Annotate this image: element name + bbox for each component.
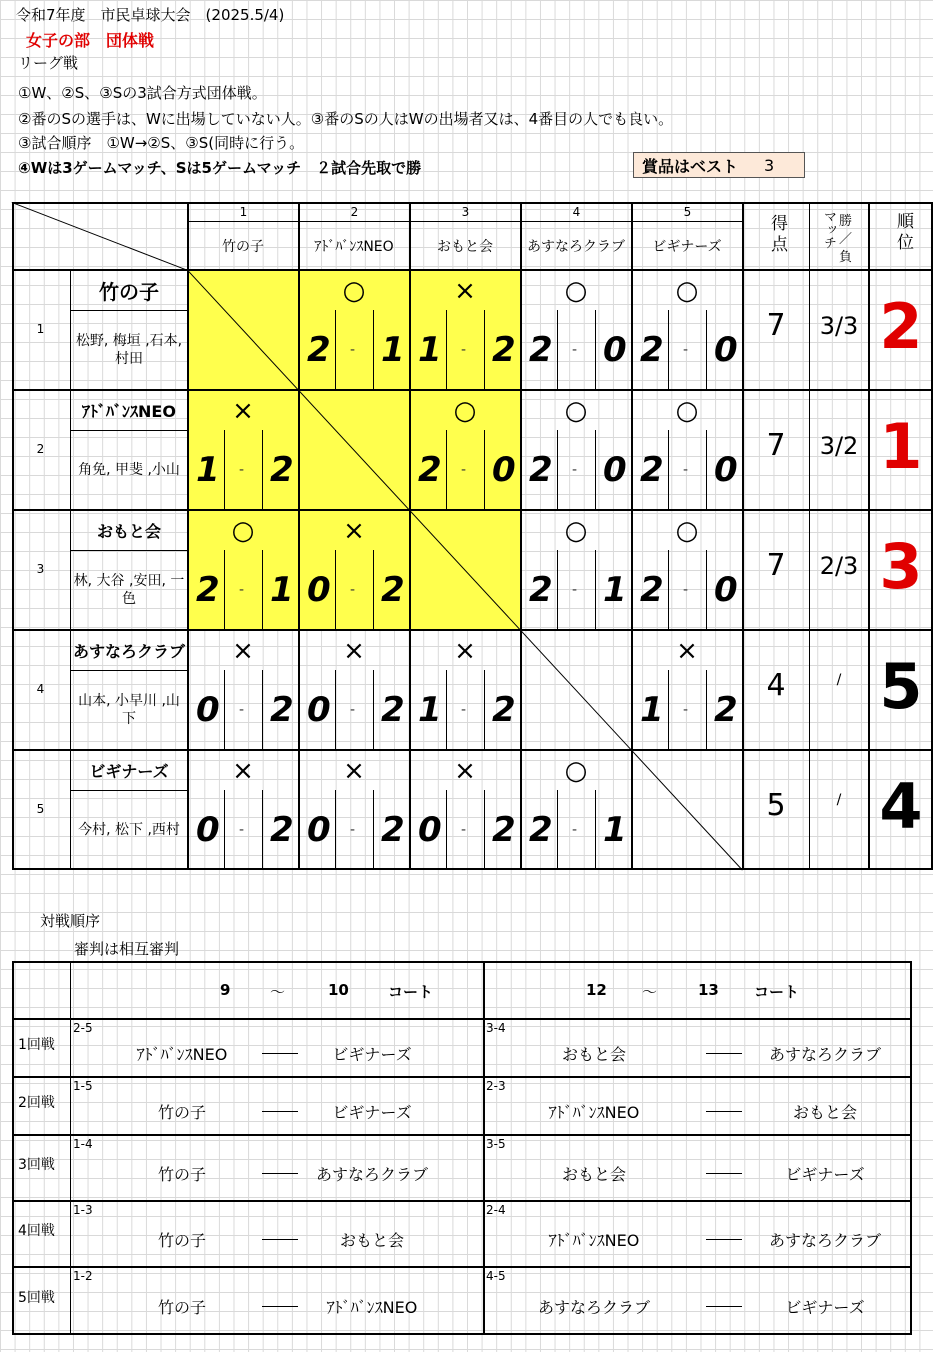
sched-row-line: [12, 1266, 912, 1268]
round-left-team-b: ビギナーズ: [332, 1045, 412, 1064]
score-left: 0: [196, 810, 220, 850]
result-mark: ○: [675, 276, 699, 306]
round-right-team-a: おもと会: [561, 1165, 626, 1184]
score-dash: -: [350, 342, 356, 358]
round-left-team-a: ｱﾄﾞﾊﾞﾝｽNEO: [136, 1045, 228, 1064]
result-mark: ×: [454, 276, 476, 306]
round-label: 5回戦: [18, 1290, 55, 1306]
score-divider: [706, 550, 707, 630]
score-divider: [335, 790, 336, 870]
score-left: 1: [640, 690, 664, 730]
team-members: 今村, 松下 ,西村: [78, 822, 180, 838]
round-right-team-a: ｱﾄﾞﾊﾞﾝｽNEO: [548, 1103, 640, 1122]
col-number-line: [188, 221, 743, 222]
score-divider: [373, 550, 374, 630]
round-left-code: 1-4: [73, 1137, 93, 1151]
wl-value: 3/3: [819, 312, 859, 340]
score-dash: -: [683, 462, 689, 478]
score-divider: [706, 430, 707, 510]
sched-row-line: [12, 1076, 912, 1078]
wl-header-top: 勝: [839, 214, 853, 229]
score-divider: [262, 790, 263, 870]
col-number: 5: [683, 205, 692, 219]
round-left-code: 1-3: [73, 1203, 93, 1217]
score-divider: [557, 550, 558, 630]
points-value: 7: [766, 548, 786, 583]
result-mark: ○: [564, 756, 588, 786]
row-index: 2: [36, 442, 45, 456]
score-dash: -: [350, 702, 356, 718]
score-dash: -: [683, 582, 689, 598]
team-name: ｱﾄﾞﾊﾞﾝｽNEO: [82, 401, 176, 421]
round-right-code: 4-5: [486, 1269, 506, 1283]
score-divider: [262, 670, 263, 750]
team-members: 林, 大谷 ,安田, 一色: [73, 573, 185, 607]
rule-3: ③試合順序 ①W→②S、③S(同時に行う。: [18, 134, 305, 152]
rule-4: ④Wは3ゲームマッチ、Sは5ゲームマッチ ２試合先取で勝: [18, 159, 422, 177]
result-mark: ×: [343, 516, 365, 546]
score-divider: [484, 310, 485, 390]
court-left-label: コート: [388, 983, 434, 1001]
points-value: 5: [766, 788, 786, 823]
score-divider: [446, 310, 447, 390]
round-right-team-a: ｱﾄﾞﾊﾞﾝｽNEO: [548, 1231, 640, 1250]
score-divider: [595, 310, 596, 390]
wl-header-match: マッチ: [821, 210, 836, 249]
round-right-team-b: ビギナーズ: [785, 1298, 865, 1317]
round-left-code: 1-2: [73, 1269, 93, 1283]
score-left: 0: [418, 810, 442, 850]
score-left: 0: [307, 690, 331, 730]
score-left: 1: [418, 690, 442, 730]
score-divider: [224, 550, 225, 630]
round-right-team-b: ビギナーズ: [785, 1165, 865, 1184]
wl-header-slash: ／: [839, 232, 853, 247]
score-dash: -: [461, 702, 467, 718]
court-left-tilde: ～: [270, 983, 286, 1001]
score-divider: [668, 310, 669, 390]
score-divider: [373, 790, 374, 870]
round-left-code: 1-5: [73, 1079, 93, 1093]
rank-header: 順位: [893, 212, 913, 254]
court-right-from: 12: [586, 981, 607, 999]
col-number: 4: [572, 205, 581, 219]
col-number: 1: [239, 205, 248, 219]
score-divider: [557, 790, 558, 870]
score-divider: [373, 670, 374, 750]
court-right-label: コート: [754, 983, 800, 1001]
col-name: おもと会: [437, 239, 493, 255]
points-value: 4: [766, 668, 786, 703]
score-divider: [668, 430, 669, 510]
page-title: 令和7年度 市民卓球大会 (2025.5/4): [16, 6, 285, 24]
sched-row-line: [12, 1018, 912, 1020]
round-right-code: 3-5: [486, 1137, 506, 1151]
score-right: 1: [381, 330, 405, 370]
score-divider: [595, 430, 596, 510]
score-divider: [484, 430, 485, 510]
score-left: 2: [307, 330, 331, 370]
schedule-table: [12, 961, 912, 1335]
score-right: 0: [603, 330, 627, 370]
court-left-to: 10: [328, 981, 349, 999]
team-members: 山本, 小早川 ,山下: [78, 693, 180, 727]
score-right: 2: [381, 690, 405, 730]
corner-diagonal: [12, 202, 188, 271]
score-right: 2: [492, 690, 516, 730]
score-left: 2: [196, 570, 220, 610]
score-dash: -: [350, 822, 356, 838]
score-divider: [262, 430, 263, 510]
score-left: 2: [640, 570, 664, 610]
score-divider: [595, 790, 596, 870]
score-right: 1: [270, 570, 294, 610]
result-mark: ○: [564, 396, 588, 426]
score-divider: [335, 670, 336, 750]
schedule-title: 対戦順序: [40, 912, 101, 930]
sched-border-top: [12, 961, 912, 963]
score-left: 2: [529, 570, 553, 610]
score-dash: -: [239, 462, 245, 478]
score-dash: -: [572, 582, 578, 598]
col-number: 2: [350, 205, 359, 219]
score-divider: [557, 310, 558, 390]
team-name: ビギナーズ: [89, 761, 169, 781]
score-left: 1: [196, 450, 220, 490]
league-table: [12, 202, 933, 870]
round-left-team-b: おもと会: [339, 1231, 404, 1250]
result-mark: ○: [564, 276, 588, 306]
score-divider: [706, 310, 707, 390]
round-right-team-b: あすなろクラブ: [768, 1231, 881, 1250]
grid-border-left: [12, 202, 14, 870]
col-number: 3: [461, 205, 470, 219]
round-left-team-a: 竹の子: [157, 1165, 206, 1184]
points-value: 7: [766, 308, 786, 343]
score-right: 0: [603, 450, 627, 490]
score-dash: -: [683, 702, 689, 718]
col-line: [742, 202, 744, 870]
wl-value: 2/3: [819, 552, 859, 580]
result-mark: ○: [231, 516, 255, 546]
score-right: 0: [714, 450, 738, 490]
score-dash: -: [683, 342, 689, 358]
team-name: 竹の子: [99, 279, 159, 304]
wl-value: /: [836, 792, 842, 808]
round-left-team-b: あすなろクラブ: [315, 1165, 428, 1184]
round-label: 3回戦: [18, 1157, 55, 1173]
score-divider: [446, 670, 447, 750]
score-dash: -: [572, 342, 578, 358]
score-divider: [224, 790, 225, 870]
round-left-team-b: ビギナーズ: [332, 1103, 412, 1122]
result-mark: ×: [454, 756, 476, 786]
score-left: 0: [307, 570, 331, 610]
score-left: 2: [640, 330, 664, 370]
score-right: 2: [381, 570, 405, 610]
score-dash: -: [239, 582, 245, 598]
result-mark: ×: [232, 756, 254, 786]
round-label: 1回戦: [18, 1037, 55, 1053]
score-left: 2: [529, 810, 553, 850]
round-right-team-a: あすなろクラブ: [537, 1298, 650, 1317]
round-left-team-a: 竹の子: [157, 1103, 206, 1122]
referee-note: 審判は相互審判: [74, 940, 180, 958]
sched-row-line: [12, 1134, 912, 1136]
score-divider: [557, 430, 558, 510]
score-right: 2: [270, 450, 294, 490]
score-right: 1: [603, 810, 627, 850]
score-dash: -: [350, 582, 356, 598]
score-left: 2: [529, 330, 553, 370]
result-mark: ×: [343, 636, 365, 666]
prize-label: 賞品はベスト: [642, 156, 739, 176]
score-left: 1: [418, 330, 442, 370]
result-mark: ×: [454, 636, 476, 666]
score-dash: -: [461, 822, 467, 838]
prize-value: 3: [764, 155, 775, 175]
result-mark: ×: [343, 756, 365, 786]
score-right: 1: [603, 570, 627, 610]
score-right: 0: [492, 450, 516, 490]
team-name: おもと会: [96, 521, 161, 541]
score-divider: [668, 670, 669, 750]
score-divider: [262, 550, 263, 630]
score-right: 2: [270, 690, 294, 730]
rank-value: 5: [879, 650, 923, 723]
round-right-code: 2-3: [486, 1079, 506, 1093]
points-header: 得点: [767, 214, 787, 256]
result-mark: ○: [675, 516, 699, 546]
rule-1: ①W、②S、③Sの3試合方式団体戦。: [18, 84, 267, 102]
court-left-from: 9: [220, 981, 231, 999]
score-right: 2: [381, 810, 405, 850]
round-left-team-b: ｱﾄﾞﾊﾞﾝｽNEO: [326, 1298, 418, 1317]
score-divider: [373, 310, 374, 390]
row-index: 3: [36, 562, 45, 576]
team-members: 角免, 甲斐 ,小山: [78, 462, 180, 478]
score-divider: [595, 550, 596, 630]
score-left: 0: [196, 690, 220, 730]
score-dash: -: [239, 822, 245, 838]
score-right: 2: [714, 690, 738, 730]
row-index: 4: [36, 682, 45, 696]
score-left: 2: [529, 450, 553, 490]
rule-2: ②番のSの選手は、Wに出場していない人。③番のSの人はWの出場者又は、4番目の人でも良い。: [18, 110, 674, 128]
score-dash: -: [572, 822, 578, 838]
result-mark: ×: [232, 636, 254, 666]
score-dash: -: [572, 462, 578, 478]
score-divider: [446, 790, 447, 870]
format-label: リーグ戦: [18, 54, 79, 72]
score-dash: -: [461, 342, 467, 358]
score-left: 2: [418, 450, 442, 490]
score-right: 2: [492, 810, 516, 850]
score-right: 2: [492, 330, 516, 370]
score-right: 0: [714, 330, 738, 370]
result-mark: ○: [453, 396, 477, 426]
round-label: 4回戦: [18, 1223, 55, 1239]
sched-row-line: [12, 1200, 912, 1202]
prize-box: [633, 152, 805, 178]
points-value: 7: [766, 428, 786, 463]
round-right-team-b: おもと会: [792, 1103, 857, 1122]
score-divider: [446, 430, 447, 510]
row-index: 1: [36, 322, 45, 336]
court-right-to: 13: [698, 981, 719, 999]
score-dash: -: [239, 702, 245, 718]
result-mark: ×: [232, 396, 254, 426]
col-name: ビギナーズ: [652, 239, 722, 255]
score-divider: [335, 310, 336, 390]
round-right-code: 2-4: [486, 1203, 506, 1217]
round-right-team-b: あすなろクラブ: [768, 1045, 881, 1064]
wl-header-bottom: 負: [839, 250, 853, 265]
score-right: 2: [270, 810, 294, 850]
result-mark: ○: [564, 516, 588, 546]
col-name: ｱﾄﾞﾊﾞﾝｽNEO: [314, 239, 394, 255]
team-name: あすなろクラブ: [72, 641, 185, 661]
division-title: 女子の部 団体戦: [26, 31, 155, 50]
grid-border-top: [12, 202, 933, 204]
score-divider: [484, 670, 485, 750]
round-left-team-a: 竹の子: [157, 1231, 206, 1250]
row-index: 5: [36, 802, 45, 816]
round-right-code: 3-4: [486, 1021, 506, 1035]
result-mark: ○: [675, 396, 699, 426]
round-label: 2回戦: [18, 1095, 55, 1111]
round-left-code: 2-5: [73, 1021, 93, 1035]
score-divider: [224, 670, 225, 750]
rank-value: 3: [879, 530, 923, 603]
wl-col-line: [809, 202, 810, 870]
score-divider: [484, 790, 485, 870]
result-mark: ○: [342, 276, 366, 306]
score-right: 0: [714, 570, 738, 610]
score-divider: [335, 550, 336, 630]
rank-value: 2: [879, 290, 923, 363]
col-name: 竹の子: [222, 239, 264, 255]
team-members: 松野, 梅垣 ,石本, 村田: [75, 333, 183, 367]
round-left-team-a: 竹の子: [157, 1298, 206, 1317]
score-divider: [224, 430, 225, 510]
score-divider: [668, 550, 669, 630]
wl-value: /: [836, 672, 842, 688]
score-left: 2: [640, 450, 664, 490]
wl-value: 3/2: [819, 432, 859, 460]
col-name: あすなろクラブ: [527, 239, 625, 255]
score-dash: -: [461, 462, 467, 478]
court-right-tilde: ～: [642, 983, 658, 1001]
score-left: 0: [307, 810, 331, 850]
result-mark: ×: [676, 636, 698, 666]
sched-border-bottom: [12, 1333, 912, 1335]
score-divider: [706, 670, 707, 750]
rank-value: 1: [879, 410, 923, 483]
rank-value: 4: [879, 770, 923, 843]
round-right-team-a: おもと会: [561, 1045, 626, 1064]
